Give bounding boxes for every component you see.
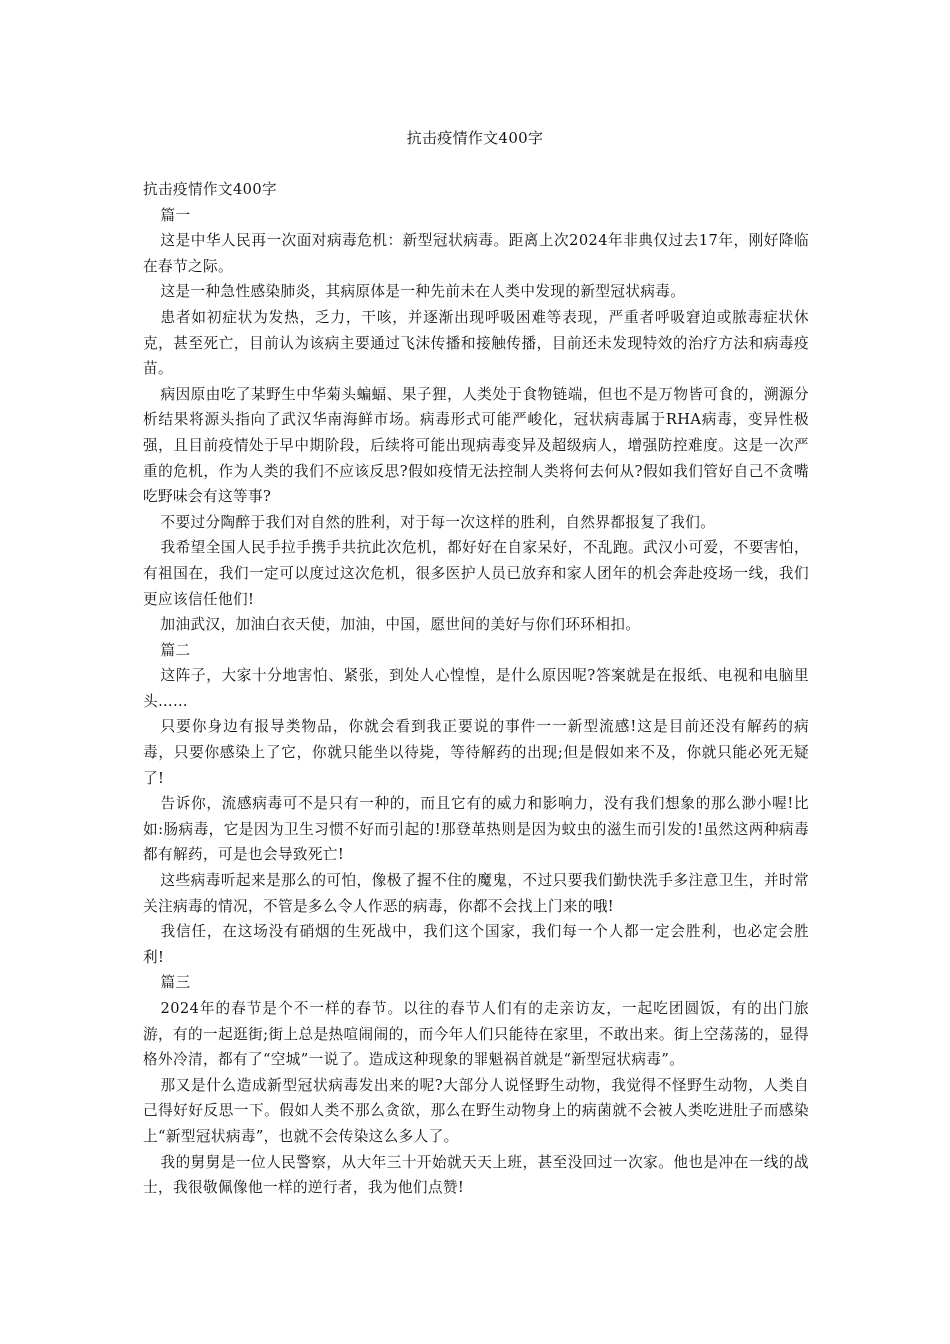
paragraph: 我希望全国人民手拉手携手共抗此次危机，都好好在自家呆好，不乱跑。武汉小可爱，不要害怕，有祖国在，我们一定可以度过这次危机，很多医护人员已放弃和家人团年的机会奔赴疫场一线，我们更应该信任他们! [143,539,809,608]
document-title: 抗击疫情作文400字 [406,129,544,147]
section-heading: 篇三 [160,974,191,992]
paragraph: 这些病毒听起来是那么的可怕，像极了握不住的魔鬼，不过只要我们勤快洗手多注意卫生，并时常关注病毒的情况，不管是多么令人作恶的病毒，你都不会找上门来的哦! [143,872,809,915]
paragraph: 这阵子，大家十分地害怕、紧张，到处人心惶惶，是什么原因呢?答案就是在报纸、电视和电脑里头…… [143,667,809,710]
paragraph: 我信任，在这场没有硝烟的生死战中，我们这个国家，我们每一个人都一定会胜利，也必定会胜利! [143,923,809,966]
document-subtitle: 抗击疫情作文400字 [143,181,278,198]
paragraph: 这是一种急性感染肺炎，其病原体是一种先前未在人类中发现的新型冠状病毒。 [160,283,686,301]
paragraph: 加油武汉，加油白衣天使，加油，中国，愿世间的美好与你们环环相扣。 [160,616,641,634]
paragraph: 告诉你，流感病毒可不是只有一种的，而且它有的威力和影响力，没有我们想象的那么渺小喔!比如:肠病毒，它是因为卫生习惯不好而引起的!那登革热则是因为蚊虫的滋生而引发的!虽然这两种病毒都有解药，可是也会导致死亡! [143,795,809,864]
paragraph: 患者如初症状为发热，乏力，干咳，并逐渐出现呼吸困难等表现，严重者呼吸窘迫或脓毒症状休克，甚至死亡，目前认为该病主要通过飞沫传播和接触传播，目前还未发现特效的治疗方法和病毒疫苗。 [143,308,809,378]
paragraph: 不要过分陶醉于我们对自然的胜利，对于每一次这样的胜利，自然界都报复了我们。 [160,513,716,531]
paragraph: 只要你身边有报导类物品，你就会看到我正要说的事件一一新型流感!这是目前还没有解药的病毒，只要你感染上了它，你就只能坐以待毙，等待解药的出现;但是假如来不及，你就只能必死无疑了! [143,718,809,787]
paragraph: 那又是什么造成新型冠状病毒发出来的呢?大部分人说怪野生动物，我觉得不怪野生动物，人类自己得好好反思一下。假如人类不那么贪欲，那么在野生动物身上的病菌就不会被人类吃进肚子而感染上“新型冠状病毒”，也就不会传染这么多人了。 [143,1076,809,1145]
paragraph: 病因原由吃了某野生中华菊头蝙蝠、果子狸，人类处于食物链端，但也不是万物皆可食的，溯源分析结果将源头指向了武汉华南海鲜市场。病毒形式可能严峻化，冠状病毒属于RHA病毒，变异性极强，且目前疫情处于早中期阶段，后续将可能出现病毒变异及超级病人，增强防控难度。这是一次严重的危机，作为人类的我们不应该反思?假如疫情无法控制人类将何去何从?假如我们管好自己不贪嘴吃野味会有这等事? [143,385,809,506]
paragraph: 我的舅舅是一位人民警察，从大年三十开始就天天上班，甚至没回过一次家。他也是冲在一线的战士，我很敬佩像他一样的逆行者，我为他们点赞! [143,1153,809,1197]
section-heading: 篇一 [160,206,191,224]
paragraph: 这是中华人民再一次面对病毒危机：新型冠状病毒。距离上次2024年非典仅过去17年，刚好降临在春节之际。 [143,232,809,275]
section-heading: 篇二 [160,641,191,659]
document-body [143,177,809,1201]
paragraph: 2024年的春节是个不一样的春节。以往的春节人们有的走亲访友，一起吃团圆饭，有的出门旅游，有的一起逛街;街上总是热喧闹闹的，而今年人们只能待在家里，不敢出来。街上空荡荡的，显得格外冷清，都有了“空城”一说了。造成这种现象的罪魁祸首就是“新型冠状病毒”。 [143,1000,809,1069]
